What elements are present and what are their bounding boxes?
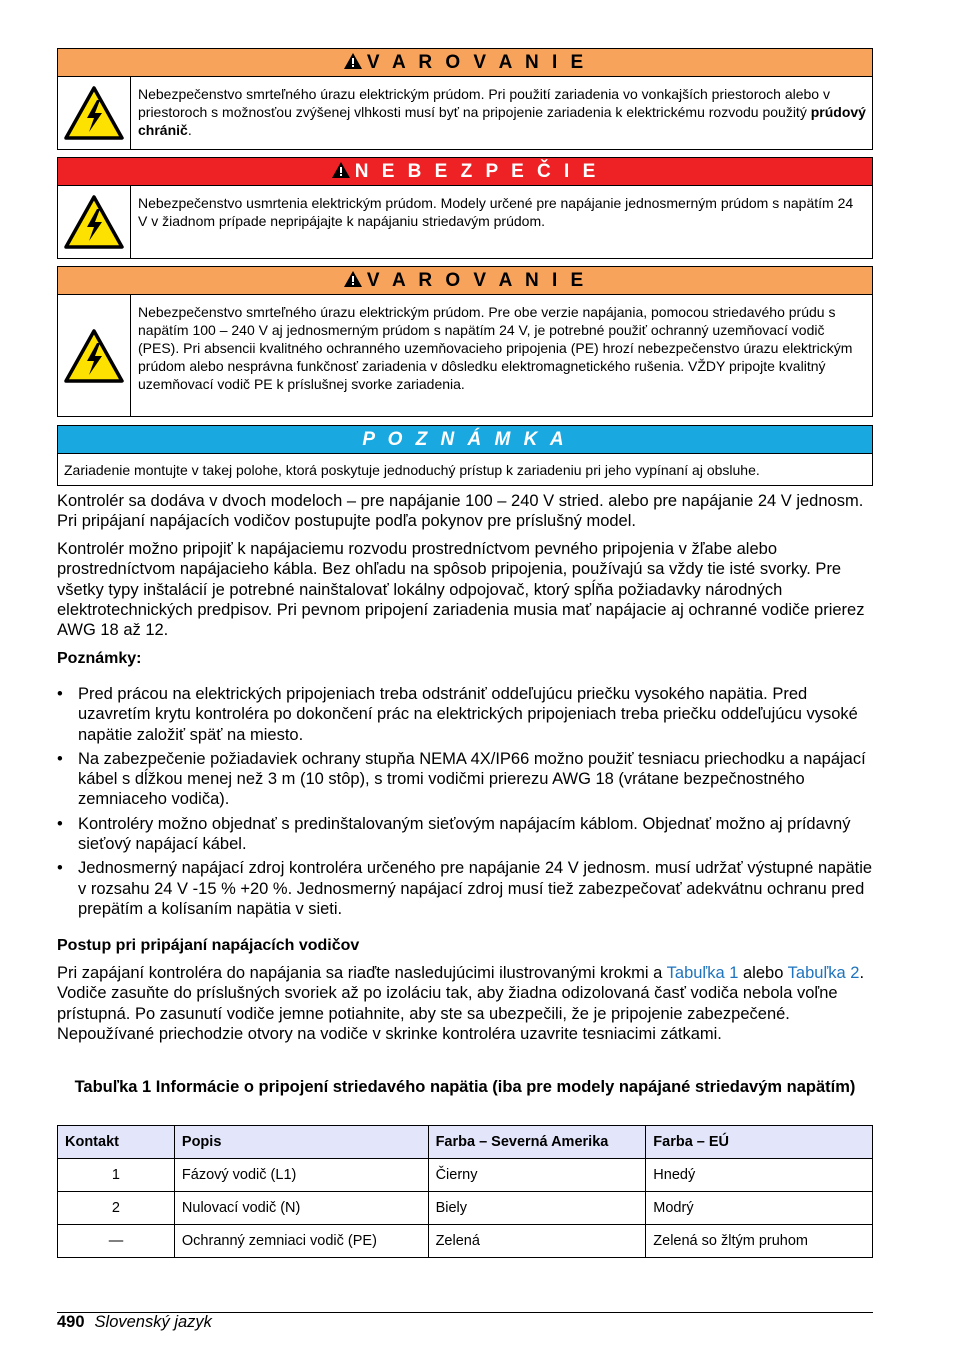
table-cell: Ochranný zemniaci vodič (PE) (174, 1225, 428, 1258)
danger-text: Nebezpečenstvo usmrtenia elektrickým prúdom. Modely určené pre napájanie jednosmerným prúdom s napätím 24 V v žiadnom prípade nepripájajte k napájaniu striedavým prúdom. (138, 195, 854, 229)
danger-header (58, 158, 872, 186)
table-cell: 1 (58, 1159, 175, 1192)
warning-text: Nebezpečenstvo smrteľného úrazu elektrickým prúdom. Pre obe verzie napájania, pomocou striedavého prúdu s napätím 100 – 240 V aj jednosmerným prúdom s napätím 24 V, je potrebné použiť ochranný uzemňovací vodič (PES). Pri absencii kvalitného ochranného uzemňovacieho pripojenia (PE) hrozí nebezpečenstvo úrazu elektrickým prúdom alebo nesprávna funkčnosť zariadenia v dôsledku elektromagnetického rušenia. VŽDY pripojte kvalitný uzemňovací vodič PE k príslušnej svorke zariadenia. (138, 304, 853, 392)
warning-triangle-icon (343, 52, 363, 70)
footer-language: Slovenský jazyk (94, 1313, 212, 1331)
note-box (57, 425, 873, 486)
column-header: Popis (174, 1126, 428, 1159)
table-row (58, 1225, 873, 1258)
electric-shock-icon (58, 186, 131, 258)
section-heading: Postup pri pripájaní napájacích vodičov (57, 937, 360, 954)
paragraph-procedure: Pri zapájaní kontroléra do napájania sa riaďte nasledujúcimi ilustrovanými krokmi a Tabuľka 1 alebo Tabuľka 2. Vodiče zasuňte do príslušných svoriek až po izoláciu tak, aby žiadna odizolovaná časť vodiča nebola voľne prístupná. Po zasunutí vodiče jemne potiahnite, aby ste sa ubezpečili, že je pripojenie zabezpečené. Nepoužívané priechodzie otvory na vodiče v skrinke kontroléra uzavrite tesniacimi zátkami. (57, 964, 865, 1043)
paragraph-connection: Kontrolér možno pripojiť k napájaciemu rozvodu prostredníctvom pevného pripojenia v žľabe alebo prostredníctvom napájacieho kábla. Bez ohľadu na spôsob pripojenia, používajú sa vždy tie isté svorky. Pre všetky typy inštalácií je potrebné nainštalovať lokálny odpojovač, ktorý spĺňa požiadavky národných elektrotechnických predpisov. Pri pevnom pripojení zariadenia musia mať napájacie aj ochranné vodiče prierez AWG 18 až 12. (57, 540, 865, 640)
list-item: • Jednosmerný napájací zdroj kontroléra určeného pre napájanie 24 V jednosm. musí udržať výstupné napätie v rozsahu 24 V -15 % +20 %. Jednosmerný napájací zdroj musí tiež zabezpečovať adekvátnu ochranu pred prepätím a kolísaním napätia v sieti. (57, 859, 873, 918)
notes-list (57, 684, 873, 923)
warning-title: V A R O V A N I E (366, 270, 588, 291)
table-2-link[interactable]: Tabuľka 2 (787, 964, 860, 982)
table-cell: Modrý (646, 1192, 873, 1225)
table-cell: Čierny (428, 1159, 646, 1192)
danger-box (57, 157, 873, 259)
column-header: Farba – Severná Amerika (428, 1126, 646, 1159)
table-cell: Fázový vodič (L1) (174, 1159, 428, 1192)
paragraph-models: Kontrolér sa dodáva v dvoch modeloch – pre napájanie 100 – 240 V stried. alebo pre napájanie 24 V jednosm. Pri pripájaní napájacích vodičov postupujte podľa pokynov pre príslušný model. (57, 492, 864, 531)
electric-shock-icon (58, 295, 131, 416)
warning-header (58, 49, 872, 77)
page-number: 490 (57, 1313, 85, 1331)
warning-title: V A R O V A N I E (366, 52, 588, 73)
warning-header (58, 267, 872, 295)
table-cell: 2 (58, 1192, 175, 1225)
column-header: Kontakt (58, 1126, 175, 1159)
table-row (58, 1192, 873, 1225)
warning-box-1 (57, 48, 873, 150)
warning-box-2 (57, 266, 873, 417)
table-row (58, 1159, 873, 1192)
column-header: Farba – EÚ (646, 1126, 873, 1159)
table-cell: Nulovací vodič (N) (174, 1192, 428, 1225)
table-1-link[interactable]: Tabuľka 1 (666, 964, 739, 982)
notes-heading: Poznámky: (57, 650, 142, 667)
note-text: Zariadenie montujte v takej polohe, ktorá poskytuje jednoduchý prístup k zariadeniu pri jeho vypínaní aj obsluhe. (64, 462, 760, 478)
table-cell: Zelená (428, 1225, 646, 1258)
electric-shock-icon (58, 77, 131, 149)
table-cell: Biely (428, 1192, 646, 1225)
note-header: P O Z N Á M K A (58, 426, 872, 454)
list-item: • Kontroléry možno objednať s predinštalovaným sieťovým napájacím káblom. Objednať možno aj prídavný sieťový napájací kábel. (57, 814, 851, 854)
list-item: • Pred prácou na elektrických pripojeniach treba odstrániť oddeľujúcu priečku vysokého napätia. Pred uzavretím krytu kontroléra po dokončení prác na elektrických pripojeniach treba priečku oddeľujúcu vysoké napätie založiť späť na miesto. (57, 685, 858, 744)
list-item: • Na zabezpečenie požiadaviek ochrany stupňa NEMA 4X/IP66 možno použiť tesniacu priechodku a napájací kábel s dĺžkou menej než 3 m (10 stôp), s tromi vodičmi prierezu AWG 18 (vrátane bezpečnostného zemniaceho vodiča). (57, 749, 866, 809)
table-caption: Tabuľka 1 Informácie o pripojení striedavého napätia (iba pre modely napájané striedavým napätím) (74, 1078, 856, 1096)
table-cell: Hnedý (646, 1159, 873, 1192)
danger-title: N E B E Z P E Č I E (354, 161, 600, 182)
ac-connection-table (57, 1125, 873, 1258)
warning-triangle-icon (343, 270, 363, 288)
page-footer (57, 1313, 212, 1332)
table-cell: — (58, 1225, 175, 1258)
table-cell: Zelená so žltým pruhom (646, 1225, 873, 1258)
warning-triangle-icon (331, 161, 351, 179)
warning-text: Nebezpečenstvo smrteľného úrazu elektrickým prúdom. Pri použití zariadenia vo vonkajších priestoroch alebo v priestoroch s možnosťou zvýšenej vlhkosti musí byť na pripojenie zariadenia k elektrickému rozvodu použitý prúdový chránič. (138, 86, 866, 138)
table-header-row (58, 1126, 873, 1159)
